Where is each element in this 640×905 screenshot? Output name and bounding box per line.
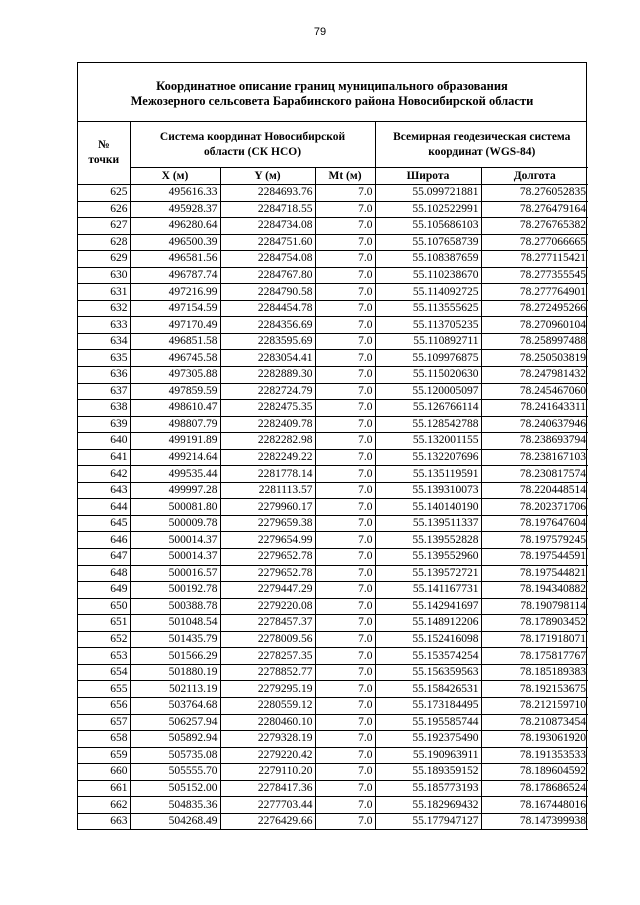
latitude-cell: 55.189359152 <box>375 764 481 781</box>
latitude-cell: 55.113555625 <box>375 300 481 317</box>
point-number-cell: 642 <box>78 466 130 483</box>
point-number-cell: 658 <box>78 731 130 748</box>
point-number-cell: 631 <box>78 284 130 301</box>
latitude-cell: 55.195585744 <box>375 714 481 731</box>
x-cell: 498610.47 <box>130 400 220 417</box>
table-row <box>78 549 588 566</box>
latitude-cell: 55.099721881 <box>375 185 481 202</box>
document-title <box>78 63 586 122</box>
point-number-cell: 662 <box>78 797 130 814</box>
x-cell: 500014.37 <box>130 532 220 549</box>
table-row <box>78 565 588 582</box>
x-cell: 505892.94 <box>130 731 220 748</box>
longitude-cell: 78.190798114 <box>481 598 588 615</box>
longitude-cell: 78.175817767 <box>481 648 588 665</box>
point-number-cell: 663 <box>78 813 130 830</box>
latitude-cell: 55.132001155 <box>375 433 481 450</box>
latitude-cell: 55.173184495 <box>375 697 481 714</box>
mt-cell: 7.0 <box>315 234 375 251</box>
point-number-cell: 634 <box>78 333 130 350</box>
x-cell: 505735.08 <box>130 747 220 764</box>
x-cell: 500388.78 <box>130 598 220 615</box>
longitude-cell: 78.240637946 <box>481 416 588 433</box>
y-cell: 2279295.19 <box>220 681 315 698</box>
point-number-cell: 649 <box>78 582 130 599</box>
table-row <box>78 449 588 466</box>
longitude-cell: 78.210873454 <box>481 714 588 731</box>
mt-cell: 7.0 <box>315 218 375 235</box>
table-row <box>78 482 588 499</box>
point-number-header: № точки <box>78 122 130 185</box>
mt-column-header: Mt (м) <box>315 168 375 185</box>
x-cell: 500009.78 <box>130 515 220 532</box>
y-cell: 2284767.80 <box>220 267 315 284</box>
mt-cell: 7.0 <box>315 780 375 797</box>
mt-cell: 7.0 <box>315 333 375 350</box>
x-cell: 504835.36 <box>130 797 220 814</box>
longitude-cell: 78.197544821 <box>481 565 588 582</box>
table-row <box>78 267 588 284</box>
x-cell: 501566.29 <box>130 648 220 665</box>
longitude-cell: 78.197579245 <box>481 532 588 549</box>
y-cell: 2282409.78 <box>220 416 315 433</box>
y-cell: 2278257.35 <box>220 648 315 665</box>
latitude-cell: 55.105686103 <box>375 218 481 235</box>
point-number-cell: 661 <box>78 780 130 797</box>
y-cell: 2284754.08 <box>220 251 315 268</box>
table-row <box>78 813 588 830</box>
y-cell: 2279652.78 <box>220 565 315 582</box>
table-row <box>78 714 588 731</box>
y-cell: 2278417.36 <box>220 780 315 797</box>
latitude-cell: 55.108387659 <box>375 251 481 268</box>
mt-cell: 7.0 <box>315 764 375 781</box>
x-cell: 499997.28 <box>130 482 220 499</box>
local-system-header: Система координат Новосибирской области (СК НСО) <box>130 122 375 168</box>
y-cell: 2279220.08 <box>220 598 315 615</box>
table-row <box>78 681 588 698</box>
longitude-cell: 78.241643311 <box>481 400 588 417</box>
point-number-cell: 659 <box>78 747 130 764</box>
latitude-cell: 55.148912206 <box>375 615 481 632</box>
y-cell: 2284356.69 <box>220 317 315 334</box>
table-row <box>78 648 588 665</box>
longitude-cell: 78.147399938 <box>481 813 588 830</box>
latitude-cell: 55.139552960 <box>375 549 481 566</box>
x-cell: 497216.99 <box>130 284 220 301</box>
longitude-cell: 78.272495266 <box>481 300 588 317</box>
table-row <box>78 780 588 797</box>
mt-cell: 7.0 <box>315 284 375 301</box>
latitude-cell: 55.140140190 <box>375 499 481 516</box>
point-number-cell: 641 <box>78 449 130 466</box>
table-row <box>78 664 588 681</box>
latitude-cell: 55.158426531 <box>375 681 481 698</box>
mt-cell: 7.0 <box>315 201 375 218</box>
x-cell: 497305.88 <box>130 367 220 384</box>
point-number-cell: 654 <box>78 664 130 681</box>
longitude-cell: 78.197544591 <box>481 549 588 566</box>
table-row <box>78 433 588 450</box>
table-row <box>78 747 588 764</box>
point-number-cell: 656 <box>78 697 130 714</box>
longitude-column-header: Долгота <box>481 168 588 185</box>
table-row <box>78 466 588 483</box>
x-cell: 501435.79 <box>130 631 220 648</box>
table-row <box>78 615 588 632</box>
x-cell: 506257.94 <box>130 714 220 731</box>
y-cell: 2279328.19 <box>220 731 315 748</box>
latitude-cell: 55.126766114 <box>375 400 481 417</box>
x-cell: 497170.49 <box>130 317 220 334</box>
longitude-cell: 78.167448016 <box>481 797 588 814</box>
point-number-cell: 635 <box>78 350 130 367</box>
point-number-cell: 637 <box>78 383 130 400</box>
y-cell: 2284718.55 <box>220 201 315 218</box>
y-cell: 2284734.08 <box>220 218 315 235</box>
table-row <box>78 185 588 202</box>
latitude-cell: 55.156359563 <box>375 664 481 681</box>
point-number-cell: 645 <box>78 515 130 532</box>
wgs-system-header: Всемирная геодезическая система координат (WGS-84) <box>375 122 588 168</box>
x-cell: 499214.64 <box>130 449 220 466</box>
longitude-cell: 78.193061920 <box>481 731 588 748</box>
table-row <box>78 631 588 648</box>
mt-cell: 7.0 <box>315 416 375 433</box>
mt-cell: 7.0 <box>315 482 375 499</box>
mt-cell: 7.0 <box>315 797 375 814</box>
x-cell: 500014.37 <box>130 549 220 566</box>
x-cell: 504268.49 <box>130 813 220 830</box>
y-cell: 2284790.58 <box>220 284 315 301</box>
y-cell: 2284693.76 <box>220 185 315 202</box>
x-cell: 496280.64 <box>130 218 220 235</box>
table-row <box>78 797 588 814</box>
coordinates-document <box>77 62 587 830</box>
y-cell: 2281778.14 <box>220 466 315 483</box>
longitude-cell: 78.197647604 <box>481 515 588 532</box>
point-number-cell: 638 <box>78 400 130 417</box>
x-cell: 500081.80 <box>130 499 220 516</box>
y-cell: 2279447.29 <box>220 582 315 599</box>
point-number-cell: 633 <box>78 317 130 334</box>
point-number-cell: 655 <box>78 681 130 698</box>
point-number-cell: 636 <box>78 367 130 384</box>
mt-cell: 7.0 <box>315 317 375 334</box>
point-number-cell: 650 <box>78 598 130 615</box>
y-cell: 2278457.37 <box>220 615 315 632</box>
point-number-cell: 632 <box>78 300 130 317</box>
mt-cell: 7.0 <box>315 300 375 317</box>
table-row <box>78 499 588 516</box>
mt-cell: 7.0 <box>315 631 375 648</box>
mt-cell: 7.0 <box>315 383 375 400</box>
mt-cell: 7.0 <box>315 565 375 582</box>
y-cell: 2282249.22 <box>220 449 315 466</box>
table-row <box>78 416 588 433</box>
longitude-cell: 78.277066665 <box>481 234 588 251</box>
mt-cell: 7.0 <box>315 251 375 268</box>
y-cell: 2279220.42 <box>220 747 315 764</box>
longitude-cell: 78.189604592 <box>481 764 588 781</box>
latitude-cell: 55.135119591 <box>375 466 481 483</box>
title-line-2: Межозерного сельсовета Барабинского района Новосибирской области <box>130 94 534 108</box>
table-row <box>78 731 588 748</box>
latitude-cell: 55.102522991 <box>375 201 481 218</box>
latitude-cell: 55.141167731 <box>375 582 481 599</box>
x-cell: 505555.70 <box>130 764 220 781</box>
mt-cell: 7.0 <box>315 714 375 731</box>
longitude-cell: 78.245467060 <box>481 383 588 400</box>
mt-cell: 7.0 <box>315 466 375 483</box>
latitude-cell: 55.132207696 <box>375 449 481 466</box>
table-row <box>78 400 588 417</box>
point-number-cell: 644 <box>78 499 130 516</box>
coordinates-table <box>78 122 588 830</box>
latitude-cell: 55.152416098 <box>375 631 481 648</box>
point-number-cell: 647 <box>78 549 130 566</box>
point-number-cell: 639 <box>78 416 130 433</box>
mt-cell: 7.0 <box>315 400 375 417</box>
table-row <box>78 350 588 367</box>
longitude-cell: 78.258997488 <box>481 333 588 350</box>
latitude-cell: 55.120005097 <box>375 383 481 400</box>
point-number-cell: 629 <box>78 251 130 268</box>
longitude-cell: 78.277355545 <box>481 267 588 284</box>
longitude-cell: 78.171918071 <box>481 631 588 648</box>
y-cell: 2282724.79 <box>220 383 315 400</box>
x-cell: 500016.57 <box>130 565 220 582</box>
y-cell: 2282475.35 <box>220 400 315 417</box>
mt-cell: 7.0 <box>315 747 375 764</box>
x-cell: 503764.68 <box>130 697 220 714</box>
mt-cell: 7.0 <box>315 681 375 698</box>
y-cell: 2283054.41 <box>220 350 315 367</box>
table-row <box>78 582 588 599</box>
x-cell: 502113.19 <box>130 681 220 698</box>
mt-cell: 7.0 <box>315 582 375 599</box>
mt-cell: 7.0 <box>315 499 375 516</box>
title-line-1: Координатное описание границ муниципального образования <box>156 79 508 93</box>
table-row <box>78 532 588 549</box>
y-cell: 2278852.77 <box>220 664 315 681</box>
mt-cell: 7.0 <box>315 648 375 665</box>
mt-cell: 7.0 <box>315 350 375 367</box>
x-cell: 500192.78 <box>130 582 220 599</box>
table-row <box>78 218 588 235</box>
table-body <box>78 185 588 830</box>
table-row <box>78 383 588 400</box>
table-row <box>78 333 588 350</box>
x-cell: 496745.58 <box>130 350 220 367</box>
y-cell: 2284751.60 <box>220 234 315 251</box>
point-number-cell: 643 <box>78 482 130 499</box>
table-row <box>78 201 588 218</box>
latitude-column-header: Широта <box>375 168 481 185</box>
longitude-cell: 78.276052835 <box>481 185 588 202</box>
y-cell: 2278009.56 <box>220 631 315 648</box>
latitude-cell: 55.107658739 <box>375 234 481 251</box>
longitude-cell: 78.178903452 <box>481 615 588 632</box>
y-cell: 2277703.44 <box>220 797 315 814</box>
point-number-cell: 630 <box>78 267 130 284</box>
mt-cell: 7.0 <box>315 731 375 748</box>
x-cell: 501048.54 <box>130 615 220 632</box>
point-number-cell: 627 <box>78 218 130 235</box>
y-cell: 2279960.17 <box>220 499 315 516</box>
table-row <box>78 764 588 781</box>
table-row <box>78 598 588 615</box>
table-row <box>78 284 588 301</box>
y-cell: 2279659.38 <box>220 515 315 532</box>
longitude-cell: 78.230817574 <box>481 466 588 483</box>
longitude-cell: 78.238167103 <box>481 449 588 466</box>
longitude-cell: 78.220448514 <box>481 482 588 499</box>
page-number: 79 <box>313 26 327 38</box>
point-number-cell: 640 <box>78 433 130 450</box>
mt-cell: 7.0 <box>315 433 375 450</box>
mt-cell: 7.0 <box>315 697 375 714</box>
point-number-cell: 657 <box>78 714 130 731</box>
latitude-cell: 55.115020630 <box>375 367 481 384</box>
x-cell: 496581.56 <box>130 251 220 268</box>
y-cell: 2279654.99 <box>220 532 315 549</box>
point-number-cell: 625 <box>78 185 130 202</box>
longitude-cell: 78.194340882 <box>481 582 588 599</box>
y-cell: 2284454.78 <box>220 300 315 317</box>
table-row <box>78 515 588 532</box>
latitude-cell: 55.192375490 <box>375 731 481 748</box>
point-number-cell: 651 <box>78 615 130 632</box>
latitude-cell: 55.110892711 <box>375 333 481 350</box>
latitude-cell: 55.177947127 <box>375 813 481 830</box>
latitude-cell: 55.190963911 <box>375 747 481 764</box>
y-cell: 2280559.12 <box>220 697 315 714</box>
latitude-cell: 55.110238670 <box>375 267 481 284</box>
mt-cell: 7.0 <box>315 664 375 681</box>
longitude-cell: 78.276765382 <box>481 218 588 235</box>
table-row <box>78 697 588 714</box>
longitude-cell: 78.247981432 <box>481 367 588 384</box>
point-number-cell: 652 <box>78 631 130 648</box>
mt-cell: 7.0 <box>315 532 375 549</box>
mt-cell: 7.0 <box>315 549 375 566</box>
y-cell: 2282282.98 <box>220 433 315 450</box>
point-number-cell: 628 <box>78 234 130 251</box>
latitude-cell: 55.128542788 <box>375 416 481 433</box>
point-number-cell: 653 <box>78 648 130 665</box>
longitude-cell: 78.212159710 <box>481 697 588 714</box>
longitude-cell: 78.192153675 <box>481 681 588 698</box>
x-cell: 499191.89 <box>130 433 220 450</box>
table-row <box>78 234 588 251</box>
x-cell: 497859.59 <box>130 383 220 400</box>
latitude-cell: 55.142941697 <box>375 598 481 615</box>
mt-cell: 7.0 <box>315 367 375 384</box>
y-column-header: Y (м) <box>220 168 315 185</box>
x-cell: 498807.79 <box>130 416 220 433</box>
mt-cell: 7.0 <box>315 185 375 202</box>
longitude-cell: 78.202371706 <box>481 499 588 516</box>
longitude-cell: 78.185189383 <box>481 664 588 681</box>
mt-cell: 7.0 <box>315 267 375 284</box>
y-cell: 2280460.10 <box>220 714 315 731</box>
latitude-cell: 55.113705235 <box>375 317 481 334</box>
latitude-cell: 55.182969432 <box>375 797 481 814</box>
y-cell: 2283595.69 <box>220 333 315 350</box>
mt-cell: 7.0 <box>315 813 375 830</box>
latitude-cell: 55.139552828 <box>375 532 481 549</box>
y-cell: 2281113.57 <box>220 482 315 499</box>
longitude-cell: 78.270960104 <box>481 317 588 334</box>
longitude-cell: 78.178686524 <box>481 780 588 797</box>
x-cell: 505152.00 <box>130 780 220 797</box>
latitude-cell: 55.153574254 <box>375 648 481 665</box>
point-number-cell: 646 <box>78 532 130 549</box>
longitude-cell: 78.277764901 <box>481 284 588 301</box>
point-number-cell: 626 <box>78 201 130 218</box>
mt-cell: 7.0 <box>315 598 375 615</box>
mt-cell: 7.0 <box>315 449 375 466</box>
y-cell: 2279652.78 <box>220 549 315 566</box>
y-cell: 2276429.66 <box>220 813 315 830</box>
longitude-cell: 78.277115421 <box>481 251 588 268</box>
latitude-cell: 55.139572721 <box>375 565 481 582</box>
mt-cell: 7.0 <box>315 615 375 632</box>
table-row <box>78 300 588 317</box>
longitude-cell: 78.238693794 <box>481 433 588 450</box>
latitude-cell: 55.139310073 <box>375 482 481 499</box>
x-cell: 495616.33 <box>130 185 220 202</box>
longitude-cell: 78.250503819 <box>481 350 588 367</box>
x-cell: 497154.59 <box>130 300 220 317</box>
table-row <box>78 367 588 384</box>
latitude-cell: 55.109976875 <box>375 350 481 367</box>
y-cell: 2279110.20 <box>220 764 315 781</box>
y-cell: 2282889.30 <box>220 367 315 384</box>
x-cell: 496787.74 <box>130 267 220 284</box>
table-row <box>78 317 588 334</box>
x-cell: 501880.19 <box>130 664 220 681</box>
latitude-cell: 55.114092725 <box>375 284 481 301</box>
latitude-cell: 55.185773193 <box>375 780 481 797</box>
longitude-cell: 78.191353533 <box>481 747 588 764</box>
mt-cell: 7.0 <box>315 515 375 532</box>
longitude-cell: 78.276479164 <box>481 201 588 218</box>
latitude-cell: 55.139511337 <box>375 515 481 532</box>
x-cell: 499535.44 <box>130 466 220 483</box>
point-number-cell: 660 <box>78 764 130 781</box>
x-cell: 496500.39 <box>130 234 220 251</box>
table-row <box>78 251 588 268</box>
x-column-header: X (м) <box>130 168 220 185</box>
point-number-cell: 648 <box>78 565 130 582</box>
x-cell: 495928.37 <box>130 201 220 218</box>
x-cell: 496851.58 <box>130 333 220 350</box>
